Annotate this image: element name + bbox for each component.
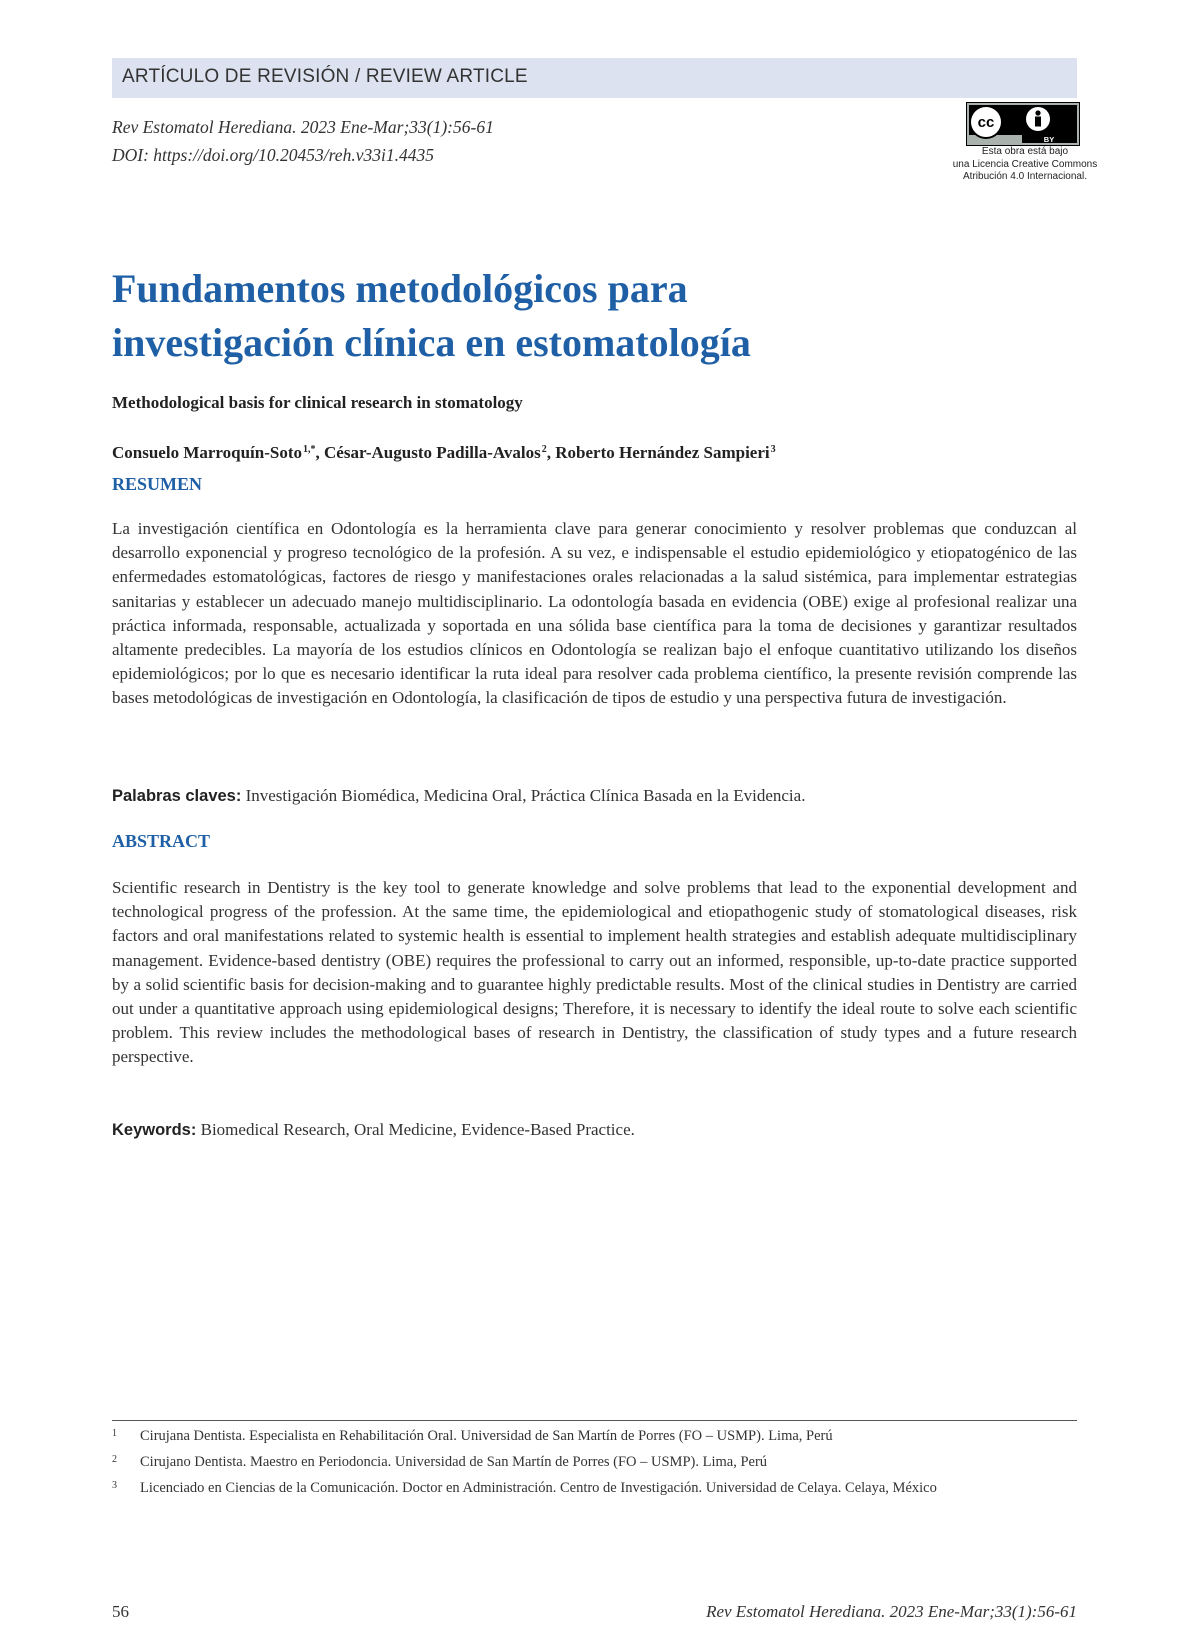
resumen-keywords [112, 786, 1077, 806]
article-title [112, 262, 1072, 370]
footnote-text: Licenciado en Ciencias de la Comunicación. Doctor en Administración. Centro de Investigación. Universidad de Celaya. Celaya, México [140, 1480, 937, 1496]
author-separator: , [315, 443, 325, 462]
author-affiliation-mark: 3 [770, 444, 776, 455]
english-subtitle: Methodological basis for clinical research in stomatology [112, 393, 523, 412]
keywords-label: Keywords: [112, 1121, 197, 1139]
resumen-heading: RESUMEN [112, 474, 203, 494]
footnote [112, 1426, 1077, 1447]
keywords-label: Palabras claves: [112, 787, 242, 805]
keywords-value: Biomedical Research, Oral Medicine, Evidence-Based Practice. [200, 1120, 635, 1139]
footnote-text: Cirujano Dentista. Maestro en Periodoncia. Universidad de San Martín de Porres (FO – USMP). Lima, Perú [140, 1454, 768, 1470]
keywords-value: Investigación Biomédica, Medicina Oral, Práctica Clínica Basada en la Evidencia. [245, 786, 806, 805]
license-caption-line: Esta obra está bajo [981, 146, 1069, 157]
license-caption-line: una Licencia Creative Commons [952, 158, 1098, 170]
footnote [112, 1452, 1077, 1473]
footer-citation: Rev Estomatol Herediana. 2023 Ene-Mar;33(1):56-61 [706, 1602, 1077, 1621]
doi-link[interactable]: DOI: https://doi.org/10.20453/reh.v33i1.4435 [112, 145, 434, 165]
author-affiliation-mark: 2 [541, 444, 547, 455]
author-name: Consuelo Marroquín-Soto [112, 443, 303, 462]
article-type-banner [112, 58, 1077, 98]
author-separator: , [546, 443, 556, 462]
abstract-keywords [112, 1120, 1077, 1140]
license-caption [925, 146, 1125, 184]
cc-by-icon [966, 102, 1080, 146]
author-affiliation-mark: 1,* [303, 444, 316, 455]
svg-text:BY: BY [1043, 135, 1055, 144]
footnote-number: 2 [112, 1454, 117, 1465]
footnote [112, 1478, 1077, 1499]
footnote-number: 3 [112, 1480, 117, 1491]
author-name: César-Augusto Padilla-Avalos [324, 443, 541, 462]
author-list [112, 443, 776, 463]
abstract-heading: ABSTRACT [112, 831, 211, 851]
author-name: Roberto Hernández Sampieri [555, 443, 770, 462]
journal-citation: Rev Estomatol Herediana. 2023 Ene-Mar;33(1):56-61 [112, 117, 494, 137]
page-number: 56 [112, 1602, 129, 1621]
license-caption-line: Atribución 4.0 Internacional. [963, 171, 1087, 182]
footnote-divider [112, 1420, 1077, 1421]
creative-commons-badge[interactable] [966, 102, 1080, 146]
abstract-text: Scientific research in Dentistry is the key tool to generate knowledge and solve problems that lead to the exponential development and technological progress of the profession. At the same time, the epidemiological and etiopathogenic study of stomatological diseases, risk factors and oral manifestations related to systemic health is essential to implement health strategies and establish adequate multidisciplinary management. Evidence-based dentistry (OBE) requires the professional to carry out an informed, responsible, up-to-date practice supported by a solid scientific basis for decision-making and to guarantee highly predictable results. Most of the clinical studies in Dentistry are carried out under a quantitative approach using epidemiological designs; Therefore, it is necessary to identify the ideal route to solve each scientific problem. This review includes the methodological bases of research in Dentistry, the classification of study types and a future research perspective. [112, 878, 1077, 1067]
article-type-label: ARTÍCULO DE REVISIÓN / REVIEW ARTICLE [122, 66, 528, 87]
article-title-line: investigación clínica en estomatología [112, 320, 751, 365]
svg-text:cc: cc [977, 114, 995, 131]
footnote-text: Cirujana Dentista. Especialista en Rehabilitación Oral. Universidad de San Martín de Porres (FO – USMP). Lima, Perú [140, 1428, 833, 1444]
footnote-number: 1 [112, 1428, 117, 1439]
resumen-text: La investigación científica en Odontología es la herramienta clave para generar conocimiento y resolver problemas que conduzcan al desarrollo exponencial y progreso tecnológico de la profesión. A su vez, e indispensable el estudio epidemiológico y etiopatogénico de las enfermedades estomatológicas, factores de riesgo y manifestaciones orales relacionadas a la salud sistémica, para implementar estrategias sanitarias y establecer un adecuado manejo multidisciplinario. La odontología basada en evidencia (OBE) exige al profesional realizar una práctica informada, responsable, actualizada y soportada en una sólida base científica para la toma de decisiones y garantizar resultados altamente predecibles. La mayoría de los estudios clínicos en Odontología se realizan bajo el enfoque cuantitativo utilizando los diseños epidemiológicos; por lo que es necesario identificar la ruta ideal para resolver cada problema científico, la presente revisión comprende las bases metodológicas de investigación en Odontología, la clasificación de tipos de estudio y una perspectiva futura de investigación. [112, 519, 1077, 708]
article-title-line: Fundamentos metodológicos para [112, 266, 688, 311]
